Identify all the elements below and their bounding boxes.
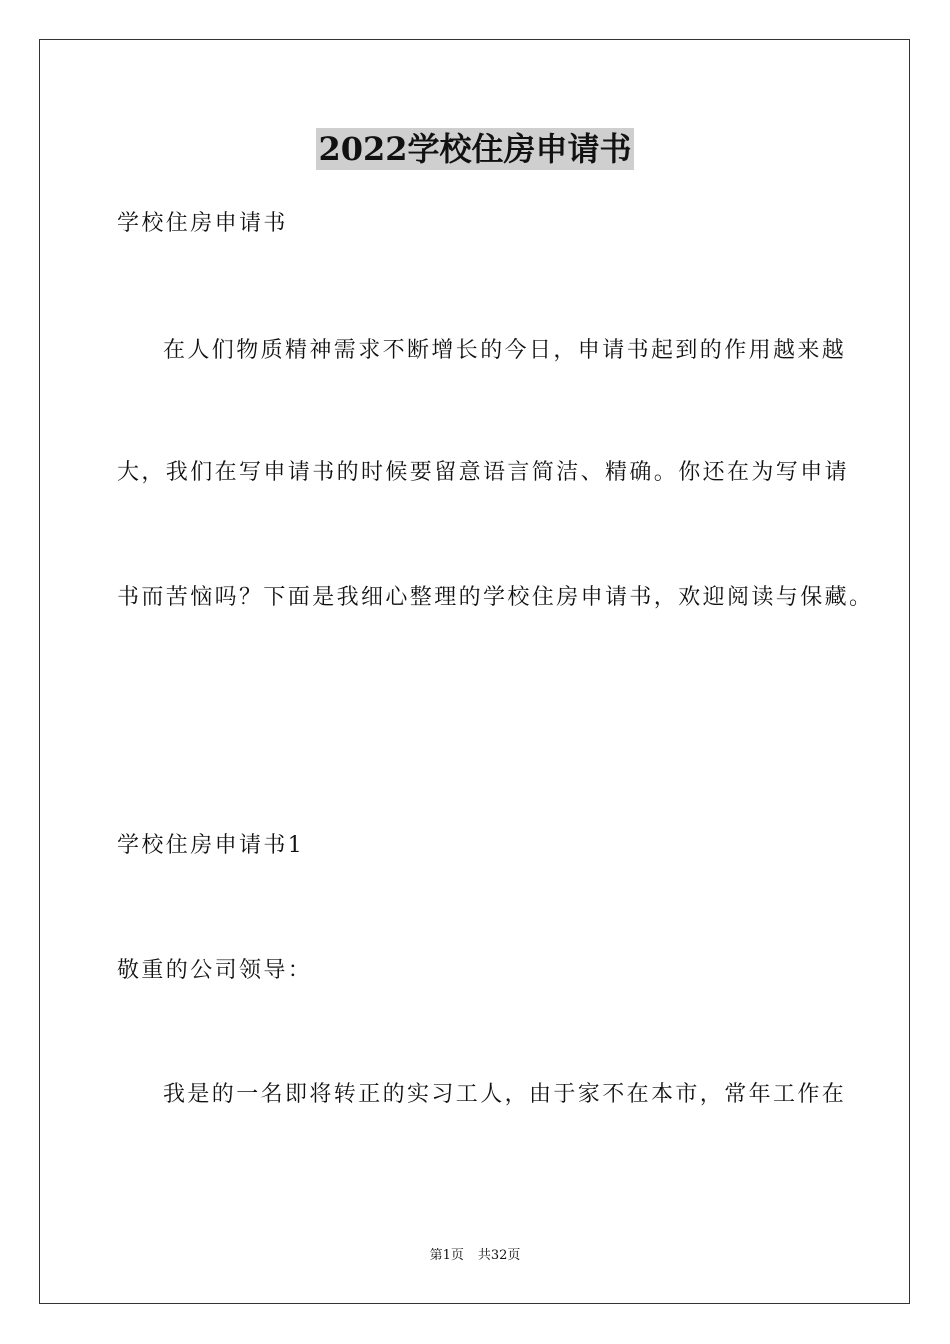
document-title: 2022学校住房申请书: [318, 130, 632, 168]
page-number: 第1页: [429, 1248, 464, 1263]
title-container: [0, 128, 950, 170]
body-line-1: 我是的一名即将转正的实习工人，由于家不在本市，常年工作在: [163, 1082, 847, 1107]
intro-line-3: 书而苦恼吗？下面是我细心整理的学校住房申请书，欢迎阅读与保藏。: [117, 585, 874, 610]
section-heading: 学校住房申请书1: [117, 833, 305, 858]
salutation: 敬重的公司领导：: [117, 958, 313, 983]
document-subtitle: 学校住房申请书: [117, 211, 288, 236]
page-footer: [0, 1247, 950, 1265]
intro-line-2: 大，我们在写申请书的时候要留意语言简洁、精确。你还在为写申请: [117, 460, 850, 485]
intro-line-1: 在人们物质精神需求不断增长的今日，申请书起到的作用越来越: [163, 338, 847, 363]
page-total: 共32页: [477, 1248, 521, 1263]
